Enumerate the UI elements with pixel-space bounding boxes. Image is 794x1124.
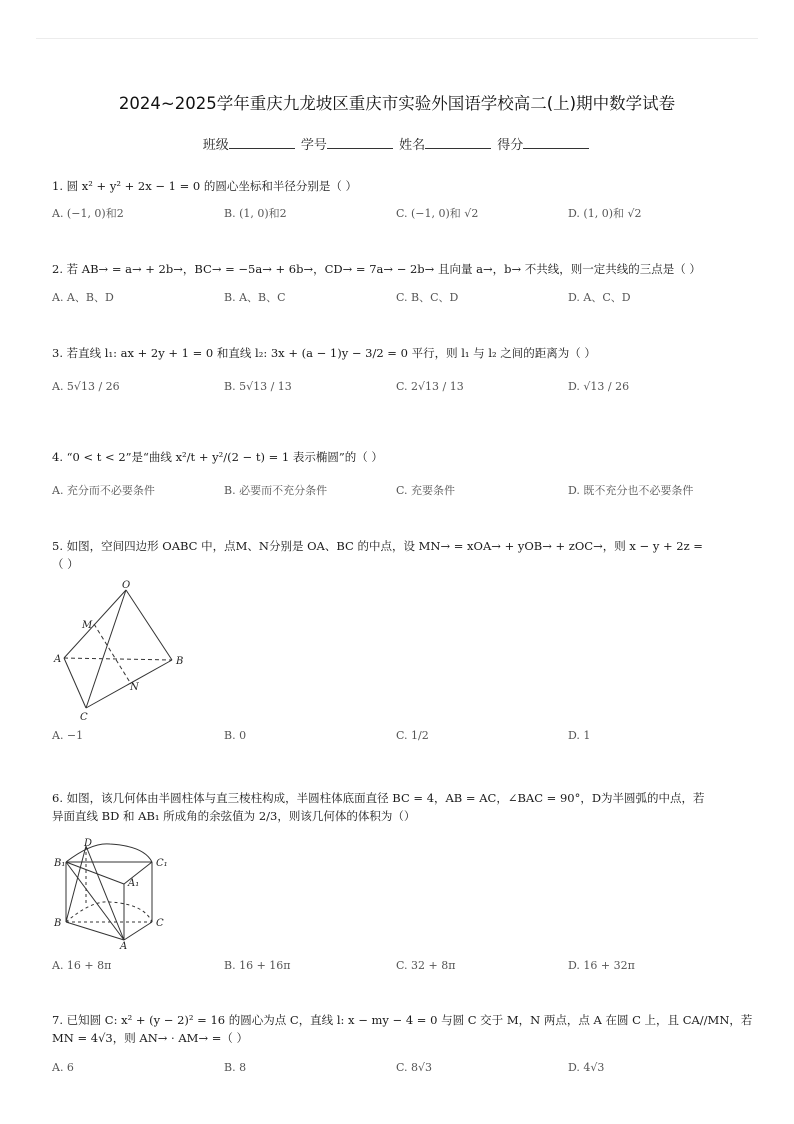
question-stem: 1. 圆 x² + y² + 2x − 1 = 0 的圆心坐标和半径分别是（ ） [52,179,358,193]
segment-db [66,846,86,922]
option-b[interactable]: B. (1, 0)和2 [224,207,287,220]
edge-cb [86,660,172,708]
option-a[interactable]: A. 6 [52,1061,74,1074]
label-b1: B₁ [54,858,66,869]
segment-da [86,846,124,940]
label-c1: C₁ [156,858,168,869]
option-d[interactable]: D. √13 / 26 [568,380,630,393]
question-7 [52,1011,752,1047]
option-c[interactable]: C. B、C、D [396,291,459,304]
edge-ca [124,922,152,940]
class-field[interactable]: 班级 [203,134,297,153]
edge-ac [64,658,86,708]
question-stem: 7. 已知圆 C: x² + (y − 2)² = 16 的圆心为点 C，直线 l: x − my − 4 = 0 与圆 C 交于 M，N 两点，点 A 在圆 C 上，且 CA//MN，若 [52,1013,753,1027]
question-stem: 6. 如图，该几何体由半圆柱体与直三棱柱构成，半圆柱体底面直径 BC = 4，AB = AC，∠BAC = 90°，D为半圆弧的中点，若 [52,791,705,805]
tetrahedron-figure [52,578,192,726]
option-d[interactable]: D. 1 [568,729,591,742]
option-c[interactable]: C. 1/2 [396,729,429,742]
segment-mn-hidden [94,624,131,684]
student-info-row [0,134,794,153]
label-n: N [130,682,139,693]
label-d: D [84,838,93,849]
option-b[interactable]: B. 5√13 / 13 [224,380,292,393]
option-d[interactable]: D. 既不充分也不必要条件 [568,484,694,497]
option-d[interactable]: D. (1, 0)和 √2 [568,207,642,220]
option-c[interactable]: C. 32 + 8π [396,959,456,972]
option-b[interactable]: B. A、B、C [224,291,286,304]
label-b: B [54,918,62,929]
option-d[interactable]: D. 16 + 32π [568,959,635,972]
question-stem-continued: MN = 4√3，则 AN→ · AM→ =（ ） [52,1031,249,1045]
label-c: C [80,712,88,722]
option-c[interactable]: C. 充要条件 [396,484,456,497]
label-m: M [82,620,93,631]
question-stem: 2. 若 AB→ = a→ + 2b→，BC→ = −5a→ + 6b→，CD→ = 7a→ − 2b→ 且向量 a→，b→ 不共线，则一定共线的三点是（ ） [52,262,701,276]
question-5 [52,537,752,573]
question-stem: 3. 若直线 l₁: ax + 2y + 1 = 0 和直线 l₂: 3x + (a − 1)y − 3/2 = 0 平行，则 l₁ 与 l₂ 之间的距离为（ ） [52,346,596,360]
edge-ab-hidden [64,658,172,660]
question-1 [52,177,752,195]
label-a: A [120,941,128,950]
bottom-arc-hidden [66,902,152,922]
label-c: C [156,918,164,929]
option-b[interactable]: B. 8 [224,1061,247,1074]
option-a[interactable]: A. 16 + 8π [52,959,112,972]
option-a[interactable]: A. 充分而不必要条件 [52,484,155,497]
option-b[interactable]: B. 0 [224,729,247,742]
question-4 [52,448,752,466]
label-b: B [176,656,184,667]
prism-cylinder-svg [52,838,172,950]
student-number-field[interactable]: 学号 [301,134,395,153]
option-a[interactable]: A. (−1, 0)和2 [52,207,124,220]
label-a1: A₁ [128,878,140,889]
option-d[interactable]: D. A、C、D [568,291,631,304]
prism-cylinder-figure [52,838,172,954]
option-a[interactable]: A. −1 [52,729,84,742]
edge-ba [66,922,124,940]
question-stem: 4. “0 < t < 2”是“曲线 x²/t + y²/(2 − t) = 1 表示椭圆”的（ ） [52,450,383,464]
option-a[interactable]: A. 5√13 / 26 [52,380,120,393]
segment-ab1 [66,862,124,940]
edge-oa [64,590,126,658]
option-c[interactable]: C. (−1, 0)和 √2 [396,207,479,220]
name-field[interactable]: 姓名 [399,134,493,153]
label-o: O [122,580,131,591]
option-c[interactable]: C. 2√13 / 13 [396,380,464,393]
option-d[interactable]: D. 4√3 [568,1061,605,1074]
edge-ob [126,590,172,660]
option-a[interactable]: A. A、B、D [52,291,114,304]
question-stem-continued: （ ） [52,557,79,571]
option-b[interactable]: B. 必要而不充分条件 [224,484,328,497]
question-3 [52,344,752,362]
top-rule [36,38,758,39]
top-arc [66,844,152,862]
option-b[interactable]: B. 16 + 16π [224,959,291,972]
tetrahedron-svg [52,578,192,722]
option-c[interactable]: C. 8√3 [396,1061,433,1074]
question-stem: 5. 如图，空间四边形 OABC 中，点M、N分别是 OA、BC 的中点，设 MN→ = xOA→ + yOB→ + zOC→，则 x − y + 2z = [52,539,703,553]
label-a: A [54,654,62,665]
edge-oc [86,590,126,708]
question-stem-continued: 异面直线 BD 和 AB₁ 所成角的余弦值为 2/3，则该几何体的体积为（） [52,809,416,823]
question-6 [52,789,752,825]
question-2 [52,260,752,278]
score-field[interactable]: 得分 [497,134,591,153]
page-title: 2024~2025学年重庆九龙坡区重庆市实验外国语学校高二(上)期中数学试卷 [118,94,676,113]
